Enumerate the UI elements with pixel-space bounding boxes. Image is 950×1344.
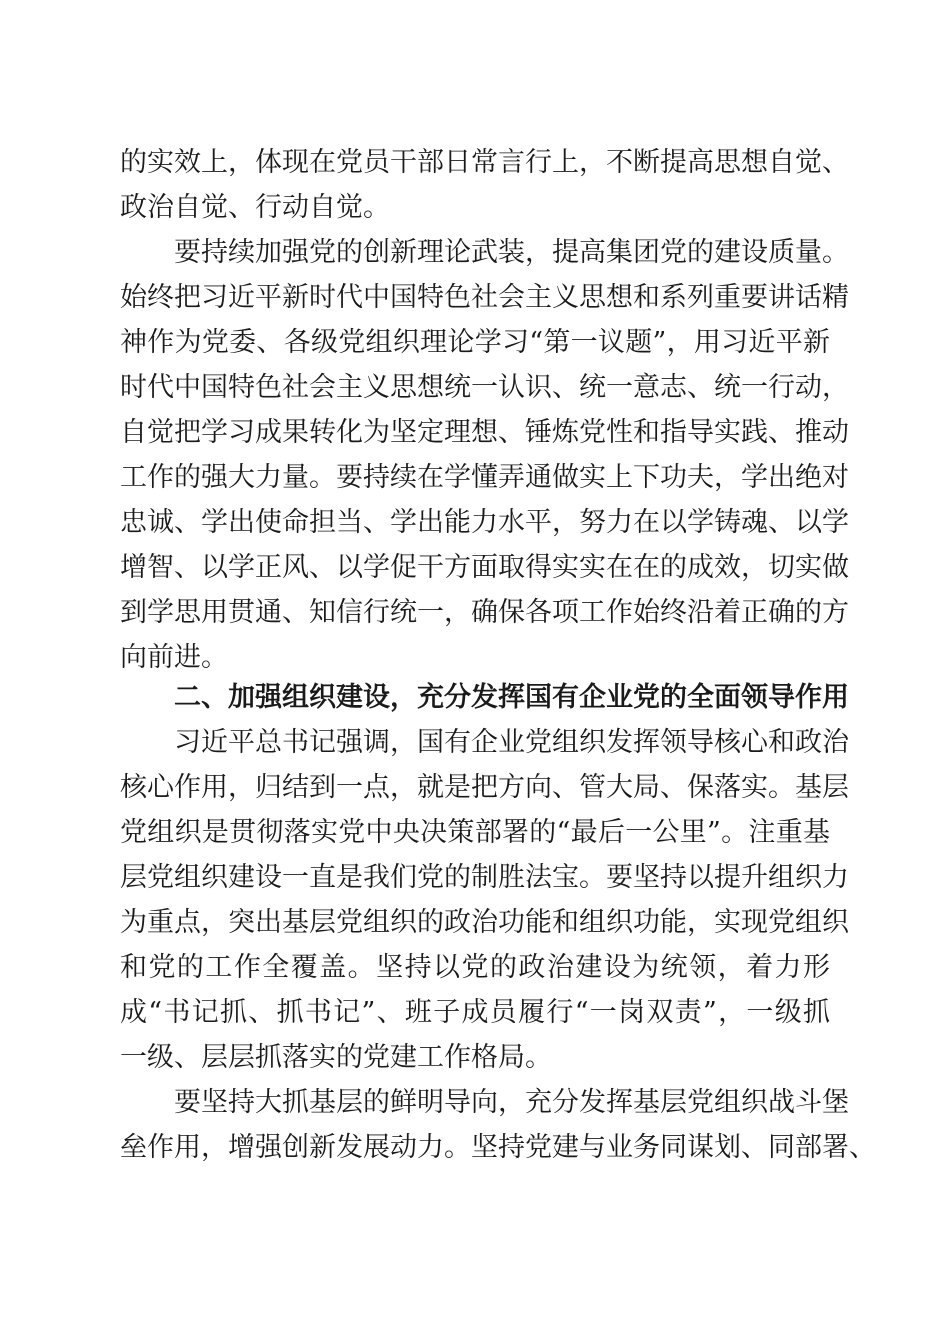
paragraph-3-line-6: 和党的工作全覆盖。坚持以党的政治建设为统领，着力形 xyxy=(120,952,830,983)
paragraph-1-line-1: 的实效上，体现在党员干部日常言行上，不断提高思想自觉、 xyxy=(120,147,849,178)
paragraph-2-line-5: 自觉把学习成果转化为坚定理想、锤炼党性和指导实践、推动 xyxy=(120,417,849,448)
paragraph-3-line-3: 党组织是贯彻落实党中央决策部署的“最后一公里”。注重基 xyxy=(120,817,830,848)
paragraph-3-line-4: 层党组织建设一直是我们党的制胜法宝。要坚持以提升组织力 xyxy=(120,862,849,893)
paragraph-1-line-2: 政治自觉、行动自觉。 xyxy=(120,192,390,223)
paragraph-2-line-1: 要持续加强党的创新理论武装，提高集团党的建设质量。 xyxy=(174,237,849,268)
paragraph-2-line-8: 增智、以学正风、以学促干方面取得实实在在的成效，切实做 xyxy=(120,552,849,583)
paragraph-3-line-1: 习近平总书记强调，国有企业党组织发挥领导核心和政治 xyxy=(174,727,849,758)
paragraph-4-line-1: 要坚持大抓基层的鲜明导向，充分发挥基层党组织战斗堡 xyxy=(174,1087,849,1118)
paragraph-2-line-6: 工作的强大力量。要持续在学懂弄通做实上下功夫，学出绝对 xyxy=(120,462,849,493)
paragraph-2-line-9: 到学思用贯通、知信行统一，确保各项工作始终沿着正确的方 xyxy=(120,597,849,628)
paragraph-2-line-4: 时代中国特色社会主义思想统一认识、统一意志、统一行动， xyxy=(120,372,849,403)
paragraph-3-line-7: 成“书记抓、抓书记”、班子成员履行“一岗双责”，一级抓 xyxy=(120,997,830,1028)
paragraph-2-line-7: 忠诚、学出使命担当、学出能力水平，努力在以学铸魂、以学 xyxy=(120,507,849,538)
section-heading-2: 二、加强组织建设，充分发挥国有企业党的全面领导作用 xyxy=(174,682,849,713)
paragraph-3-line-2: 核心作用，归结到一点，就是把方向、管大局、保落实。基层 xyxy=(120,772,849,803)
paragraph-4-line-2: 垒作用，增强创新发展动力。坚持党建与业务同谋划、同部署、 xyxy=(120,1132,876,1163)
paragraph-2-line-10: 向前进。 xyxy=(120,642,228,673)
paragraph-2-line-2: 始终把习近平新时代中国特色社会主义思想和系列重要讲话精 xyxy=(120,282,849,313)
paragraph-3-line-8: 一级、层层抓落实的党建工作格局。 xyxy=(120,1042,552,1073)
paragraph-3-line-5: 为重点，突出基层党组织的政治功能和组织功能，实现党组织 xyxy=(120,907,849,938)
paragraph-2-line-3: 神作为党委、各级党组织理论学习“第一议题”，用习近平新 xyxy=(120,327,830,358)
